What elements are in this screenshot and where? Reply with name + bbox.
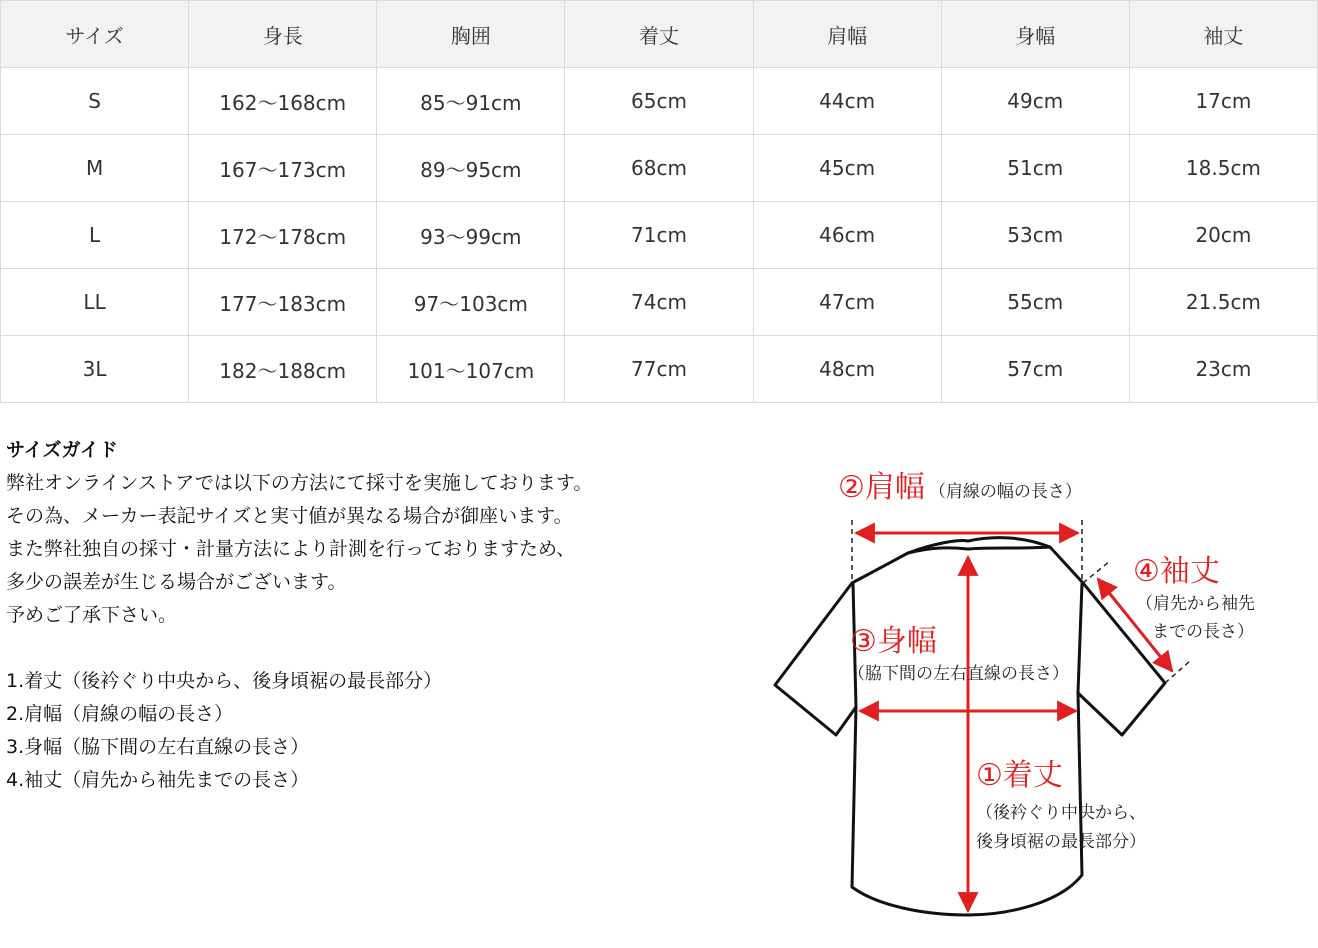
table-cell: 167〜173cm (189, 135, 377, 202)
table-cell: 85〜91cm (377, 68, 565, 135)
table-cell: 20cm (1129, 202, 1317, 269)
table-cell: 49cm (941, 68, 1129, 135)
sleeve-note-1: （肩先から袖先 (1136, 594, 1255, 614)
guide-text-line: 予めご了承下さい。 (6, 604, 178, 626)
table-cell: 172〜178cm (189, 202, 377, 269)
length-note-1: （後衿ぐり中央から、 (976, 803, 1146, 823)
table-cell: 18.5cm (1129, 135, 1317, 202)
size-guide-title: サイズガイド (6, 439, 118, 461)
table-cell: 47cm (753, 269, 941, 336)
table-cell: 65cm (565, 68, 753, 135)
measurement-item: 1.着丈（後衿ぐり中央から、後身頃裾の最長部分） (6, 670, 443, 692)
header-shoulder: 肩幅 (753, 1, 941, 68)
table-cell: 57cm (941, 336, 1129, 403)
table-cell: LL (1, 269, 189, 336)
header-chest: 胸囲 (377, 1, 565, 68)
table-cell: 101〜107cm (377, 336, 565, 403)
table-cell: 68cm (565, 135, 753, 202)
table-cell: 93〜99cm (377, 202, 565, 269)
table-row (1, 135, 1318, 202)
measurement-item: 2.肩幅（肩線の幅の長さ） (6, 703, 234, 725)
header-body-width: 身幅 (941, 1, 1129, 68)
table-cell: 23cm (1129, 336, 1317, 403)
header-height: 身長 (189, 1, 377, 68)
table-cell: 46cm (753, 202, 941, 269)
sleeve-label: ④袖丈 (1133, 554, 1220, 589)
header-sleeve: 袖丈 (1129, 1, 1317, 68)
table-cell: 89〜95cm (377, 135, 565, 202)
size-table (0, 0, 1318, 403)
table-cell: 177〜183cm (189, 269, 377, 336)
table-cell: L (1, 202, 189, 269)
table-cell: 74cm (565, 269, 753, 336)
table-cell: 51cm (941, 135, 1129, 202)
header-length: 着丈 (565, 1, 753, 68)
sleeve-note-2: までの長さ） (1152, 622, 1254, 642)
guide-text-line: 多少の誤差が生じる場合がございます。 (6, 571, 347, 593)
table-cell: 77cm (565, 336, 753, 403)
table-row (1, 336, 1318, 403)
length-label: ①着丈 (976, 758, 1063, 793)
table-cell: 48cm (753, 336, 941, 403)
measurement-item: 3.身幅（脇下間の左右直線の長さ） (6, 736, 310, 758)
table-row (1, 68, 1318, 135)
measurement-arrows (856, 533, 1172, 911)
table-cell: 45cm (753, 135, 941, 202)
table-cell: 44cm (753, 68, 941, 135)
table-cell: 53cm (941, 202, 1129, 269)
shirt-outline (775, 538, 1165, 915)
table-cell: 97〜103cm (377, 269, 565, 336)
guide-text-line: また弊社独自の採寸・計量方法により計測を行っておりますため、 (6, 538, 576, 560)
table-cell: 17cm (1129, 68, 1317, 135)
shoulder-label: ②肩幅 （肩線の幅の長さ） (838, 470, 1082, 505)
spacer (6, 632, 726, 665)
table-cell: 55cm (941, 269, 1129, 336)
header-size: サイズ (1, 1, 189, 68)
table-row (1, 202, 1318, 269)
guide-text-line: 弊社オンラインストアでは以下の方法にて採寸を実施しております。 (6, 472, 593, 494)
table-cell: 162〜168cm (189, 68, 377, 135)
measurement-item: 4.袖丈（肩先から袖先までの長さ） (6, 769, 310, 791)
table-cell: S (1, 68, 189, 135)
table-header-row (1, 1, 1318, 68)
table-cell: M (1, 135, 189, 202)
guide-text-line: その為、メーカー表記サイズと実寸値が異なる場合が御座います。 (6, 505, 573, 527)
table-row (1, 269, 1318, 336)
body-width-label: ③身幅 (850, 624, 937, 659)
table-cell: 3L (1, 336, 189, 403)
length-note-2: 後身頃裾の最長部分） (976, 832, 1146, 852)
shirt-measurement-diagram (760, 455, 1318, 945)
body-width-note: （脇下間の左右直線の長さ） (848, 664, 1069, 684)
table-cell: 182〜188cm (189, 336, 377, 403)
table-cell: 71cm (565, 202, 753, 269)
size-guide (6, 434, 726, 797)
table-cell: 21.5cm (1129, 269, 1317, 336)
